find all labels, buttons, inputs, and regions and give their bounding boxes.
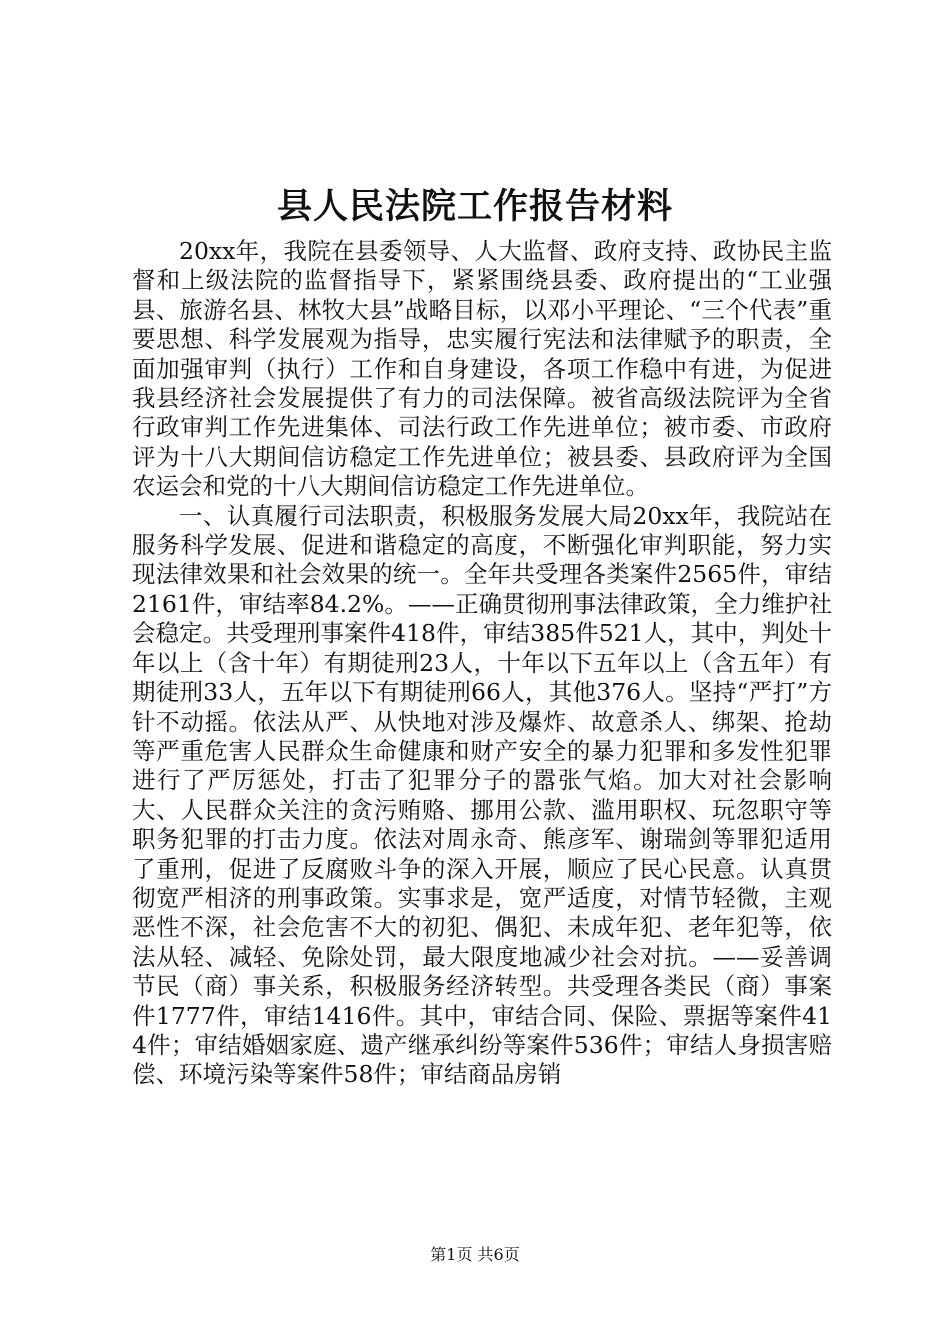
document-title: 县人民法院工作报告材料 — [276, 186, 673, 227]
page-number-footer: 第1页 共6页 — [430, 1245, 520, 1264]
document-body — [132, 237, 832, 1090]
paragraph-intro: 20xx年，我院在县委领导、人大监督、政府支持、政协民主监督和上级法院的监督指导下，紧紧围绕县委、政府提出的“工业强县、旅游名县、林牧大县”战略目标，以邓小平理论、“三个代表”重要思想、科学发展观为指导，忠实履行宪法和法律赋予的职责，全面加强审判（执行）工作和自身建设，各项工作稳中有进，为促进我县经济社会发展提供了有力的司法保障。被省高级法院评为全省行政审判工作先进集体、司法行政工作先进单位；被市委、市政府评为十八大期间信访稳定工作先进单位；被县委、县政府评为全国农运会和党的十八大期间信访稳定工作先进单位。 — [132, 237, 832, 501]
paragraph-section-one: 一、认真履行司法职责，积极服务发展大局20xx年，我院站在服务科学发展、促进和谐稳定的高度，不断强化审判职能，努力实现法律效果和社会效果的统一。全年共受理各类案件2565件，审结2161件，审结率84.2%。——正确贯彻刑事法律政策，全力维护社会稳定。共受理刑事案件418件，审结385件521人，其中，判处十年以上（含十年）有期徒刑23人，十年以下五年以上（含五年）有期徒刑33人，五年以下有期徒刑66人，其他376人。坚持“严打”方针不动摇。依法从严、从快地对涉及爆炸、故意杀人、绑架、抢劫等严重危害人民群众生命健康和财产安全的暴力犯罪和多发性犯罪进行了严厉惩处，打击了犯罪分子的嚣张气焰。加大对社会影响大、人民群众关注的贪污贿赂、挪用公款、滥用职权、玩忽职守等职务犯罪的打击力度。依法对周永奇、熊彦军、谢瑞剑等罪犯适用了重刑，促进了反腐败斗争的深入开展，顺应了民心民意。认真贯彻宽严相济的刑事政策。实事求是，宽严适度，对情节轻微，主观恶性不深，社会危害不大的初犯、偶犯、未成年犯、老年犯等，依法从轻、减轻、免除处罚，最大限度地减少社会对抗。——妥善调节民（商）事关系，积极服务经济转型。共受理各类民（商）事案件1777件，审结1416件。其中，审结合同、保险、票据等案件414件；审结婚姻家庭、遗产继承纠纷等案件536件；审结人身损害赔偿、环境污染等案件58件；审结商品房销 — [132, 501, 832, 1089]
